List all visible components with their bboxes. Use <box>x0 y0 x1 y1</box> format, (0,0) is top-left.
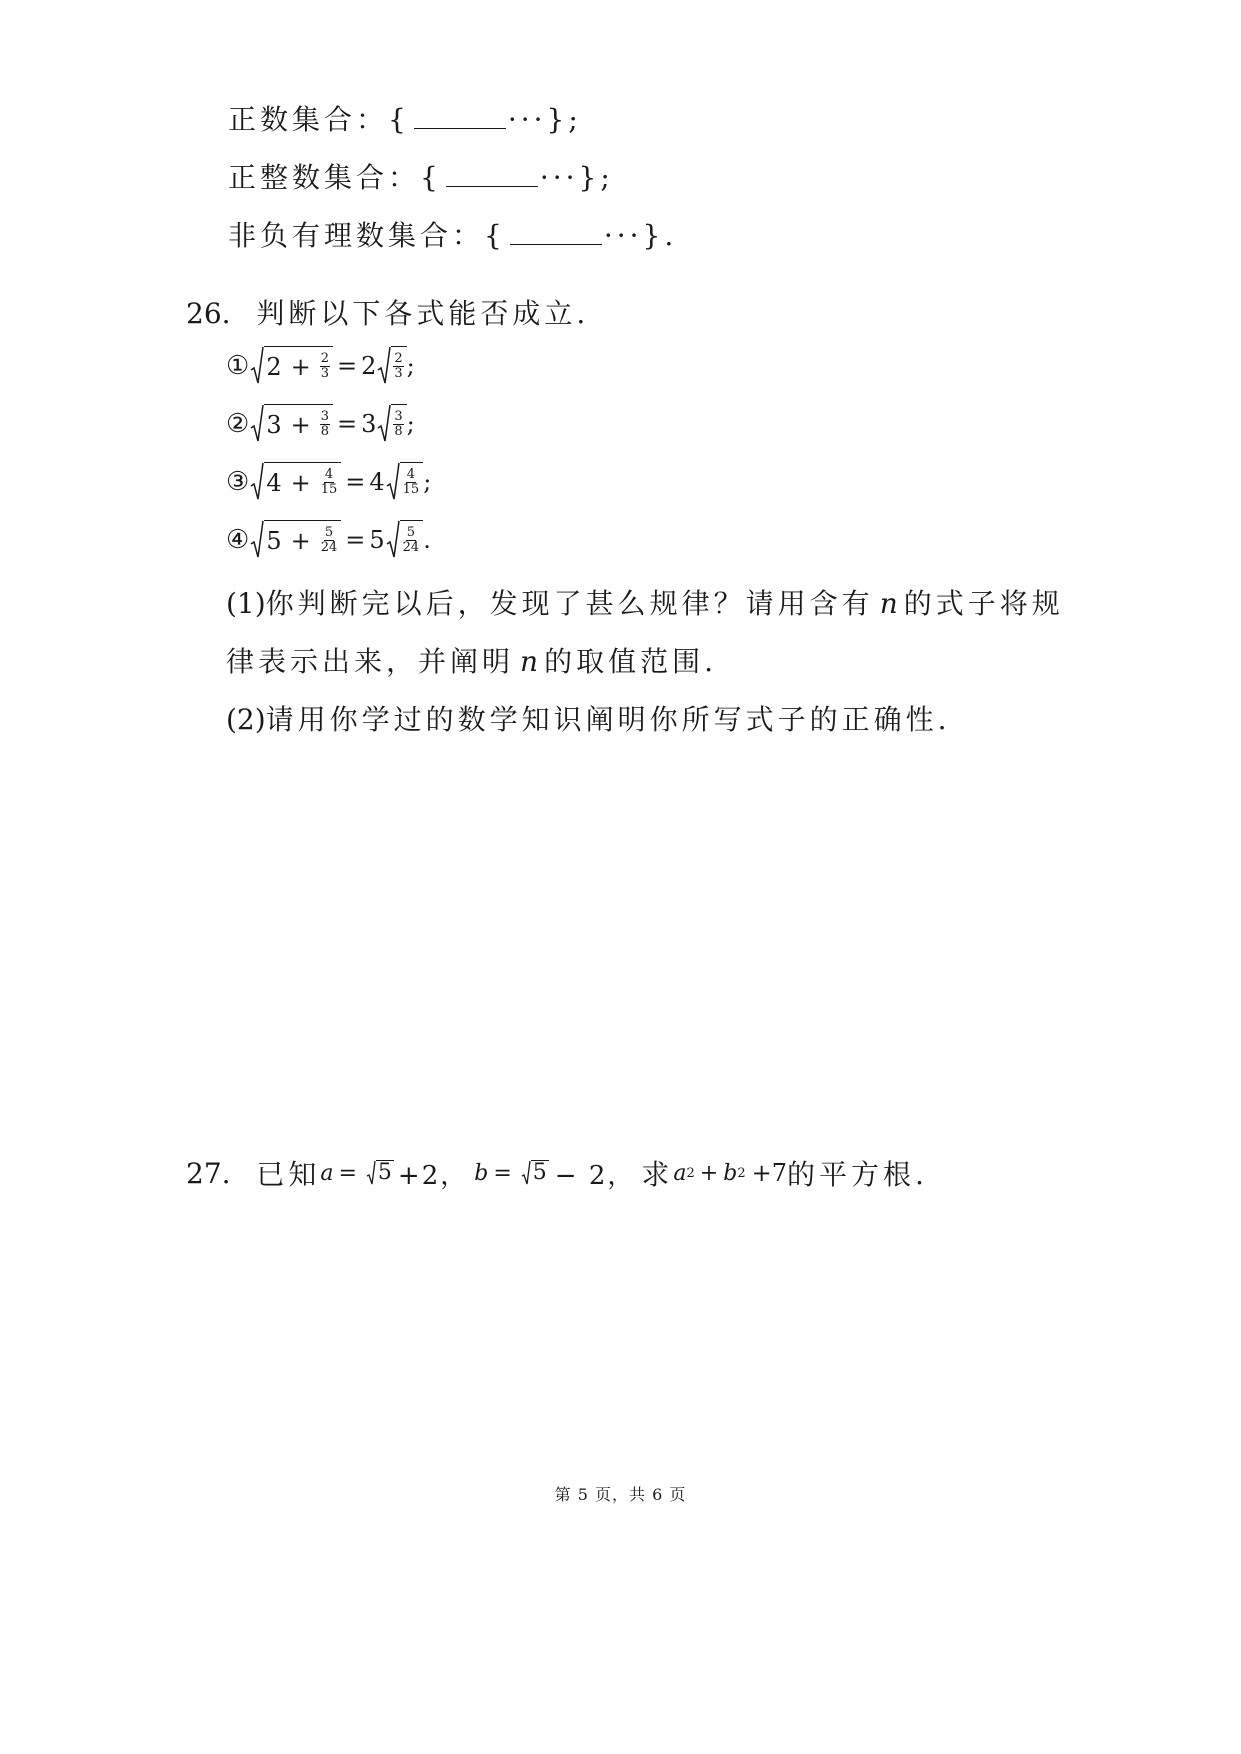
q26-part1-line1: (1)你判断完以后，发现了甚么规律？请用含有 n 的式子将规 <box>226 587 1064 620</box>
answer-blank[interactable] <box>446 164 538 187</box>
set-positive-integer <box>228 156 614 196</box>
part-label: (1) <box>226 587 266 620</box>
answer-blank[interactable] <box>510 222 602 245</box>
radical: $\frac{2}{3}$ <box>377 346 406 386</box>
question-text: 判断以下各式能否成立. <box>256 297 590 330</box>
circled-number: ② <box>226 409 250 439</box>
set-positive <box>228 98 582 138</box>
part-label: (2) <box>226 703 266 736</box>
equation-3: ③ 4 + $\frac{4}{15}$ = 4 $\frac{4}{15}$ ; <box>226 462 431 502</box>
set-tail: ···}; <box>539 161 614 194</box>
question-number: 27. <box>186 1156 231 1190</box>
q26-part2: (2)请用你学过的数学知识阐明你所写式子的正确性. <box>226 703 951 736</box>
math-b-def: b = 5 − 2， <box>474 1160 636 1191</box>
q26-stem <box>186 292 589 332</box>
question-number: 26. <box>186 297 231 330</box>
radical: 3 + $\frac{3}{8}$ <box>250 404 333 444</box>
radical: $\frac{5}{24}$ <box>386 520 424 560</box>
math-expression: a 2 + b 2 +7 <box>673 1159 787 1187</box>
math-a-def: a = 5 +2， <box>320 1160 469 1191</box>
set-label: 正整数集合：{ <box>228 161 442 194</box>
set-label: 非负有理数集合：{ <box>228 219 506 252</box>
circled-number: ④ <box>226 525 250 555</box>
equation-2: ② 3 + $\frac{3}{8}$ = 3 $\frac{3}{8}$ ; <box>226 404 415 444</box>
set-tail: ···}; <box>507 103 582 136</box>
radical: $\frac{4}{15}$ <box>386 462 424 502</box>
equation-4: ④ 5 + $\frac{5}{24}$ = 5 $\frac{5}{24}$ . <box>226 520 431 560</box>
variable-n: n <box>520 645 539 678</box>
set-tail: ···}. <box>603 219 678 252</box>
set-nonnegative-rational <box>228 214 677 254</box>
circled-number: ① <box>226 351 250 381</box>
circled-number: ③ <box>226 467 250 497</box>
page-footer: 第 5 页，共 6 页 <box>554 1485 687 1504</box>
set-label: 正数集合：{ <box>228 103 410 136</box>
q26-part1-line2: 律表示出来，并阐明 n 的取值范围. <box>226 645 717 678</box>
radical: $\frac{3}{8}$ <box>377 404 406 444</box>
equation-1: ① 2 + $\frac{2}{3}$ = 2 $\frac{2}{3}$ ; <box>226 346 415 386</box>
radical: 5 + $\frac{5}{24}$ <box>250 520 341 560</box>
answer-blank[interactable] <box>414 106 506 129</box>
radical: 2 + $\frac{2}{3}$ <box>250 346 333 386</box>
q27: 27. 已知 a = 5 +2， b = 5 − 2， 求 a 2 + b 2 +7 的平方根. <box>186 1156 928 1191</box>
variable-n: n <box>879 587 898 620</box>
radical: 4 + $\frac{4}{15}$ <box>250 462 341 502</box>
